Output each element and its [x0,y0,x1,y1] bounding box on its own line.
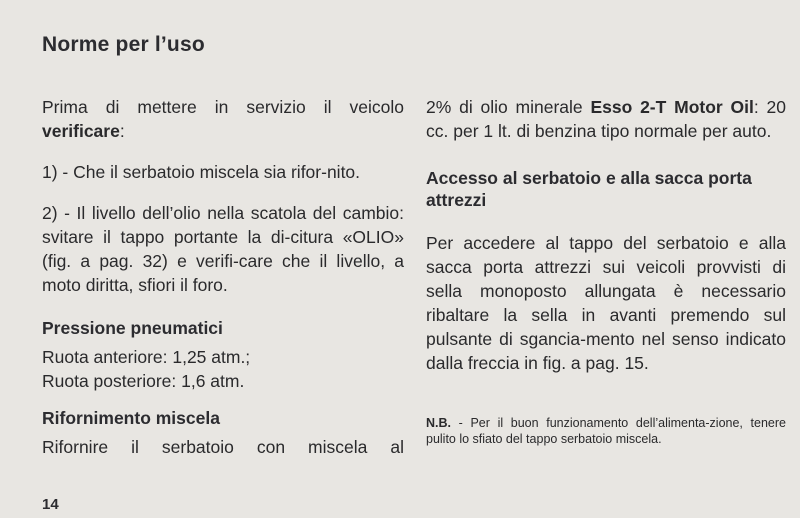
rifornimento-text: Rifornire il serbatoio con miscela al [42,437,404,457]
check-item-1: 1) - Che il serbatoio miscela sia rifor-nito. [42,162,361,182]
intro-colon: : [119,121,125,141]
pressure-front: Ruota anteriore: 1,25 atm.; [42,347,251,367]
intro-text: Prima di mettere in servizio il veicolo [42,97,404,117]
check-item-2: 2) - Il livello dell’olio nella scatola del cambio: svitare il tappo portante la di-citura «OLIO» (fig. a pag. 32) e verifi-care che il livello, a moto diritta, sfiori il foro. [42,203,404,295]
heading-rifornimento: Rifornimento miscela [42,408,220,428]
heading-accesso: Accesso al serbatoio e alla sacca porta attrezzi [426,168,752,210]
nb-label: N.B. [426,416,451,430]
nb-text: - Per il buon funzionamento dell’alimenta-zione, tenere pulito lo sfiato del tappo serbatoio miscela. [426,416,786,446]
accesso-text: Per accedere al tappo del serbatoio e alla sacca porta attrezzi sui veicoli provvisti di sella monoposto allungata è necessario ribaltare la sella in avanti premendo sul pulsante di sgancia-mento nel senso indicato dalla freccia in fig. a pag. 15. [426,233,786,373]
oil-text: 2% di olio minerale [426,97,591,117]
oil-brand: Esso 2-T Motor Oil [590,97,754,117]
pressure-rear: Ruota posteriore: 1,6 atm. [42,371,245,391]
oil-paragraph [426,95,786,143]
oil-spec: : 20 cc. per 1 lt. di benzina tipo normale per auto. [426,97,786,141]
heading-pressione: Pressione pneumatici [42,318,223,338]
nb-note [426,415,786,447]
page-title: Norme per l’uso [42,33,205,56]
intro-verificare: verificare [42,121,120,141]
left-column [42,95,404,459]
intro-paragraph [42,95,404,143]
page-number: 14 [42,496,59,513]
right-column [426,95,786,447]
